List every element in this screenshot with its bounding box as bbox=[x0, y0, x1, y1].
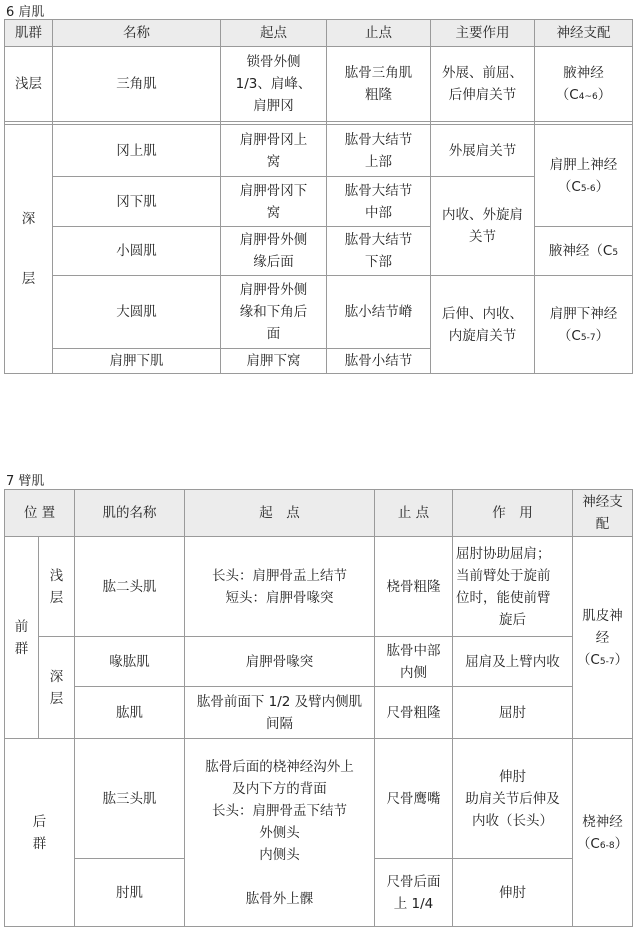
muscle-name: 肱肌 bbox=[75, 687, 185, 739]
origin-cell: 肩胛下窝 bbox=[221, 349, 327, 374]
position-cell: 后 群 bbox=[5, 739, 75, 927]
table-row bbox=[5, 47, 633, 122]
muscle-name: 三角肌 bbox=[53, 47, 221, 122]
table-row bbox=[5, 687, 633, 739]
insertion-cell: 尺骨后面 上 1/4 bbox=[375, 859, 453, 927]
muscle-name: 肘肌 bbox=[75, 859, 185, 927]
table-header-row bbox=[5, 490, 633, 537]
table-row bbox=[5, 227, 633, 276]
muscle-name: 冈上肌 bbox=[53, 125, 221, 177]
nerve-cell: 肌皮神经 （C5-7） bbox=[573, 537, 633, 739]
action-cell: 后伸、内收、 内旋肩关节 bbox=[431, 276, 535, 374]
nerve-cell: 桡神经 （C6-8） bbox=[573, 739, 633, 927]
insertion-cell: 肱小结节嵴 bbox=[327, 276, 431, 349]
section-6-title: 6 肩肌 bbox=[6, 5, 45, 20]
nerve-cell: 腋神经 （C4~6） bbox=[535, 47, 633, 122]
group-cell: 深 层 bbox=[5, 125, 53, 374]
header-cell: 起 点 bbox=[185, 490, 375, 537]
origin-cell: 肱骨后面的桡神经沟外上 及内下方的背面 长头：肩胛骨盂下结节 外侧头 内侧头 肱骨外上髁 bbox=[185, 739, 375, 927]
action-cell: 伸肘 助肩关节后伸及 内收（长头） bbox=[453, 739, 573, 859]
header-cell: 位 置 bbox=[5, 490, 75, 537]
header-cell: 起点 bbox=[221, 20, 327, 47]
origin-cell: 肩胛骨喙突 bbox=[185, 637, 375, 687]
origin-cell: 肩胛骨外侧 缘后面 bbox=[221, 227, 327, 276]
layer-cell: 深 层 bbox=[39, 637, 75, 739]
position-cell: 前 群 bbox=[5, 537, 39, 739]
insertion-cell: 肱骨三角肌 粗隆 bbox=[327, 47, 431, 122]
origin-cell: 肱骨前面下 1/2 及臂内侧肌 间隔 bbox=[185, 687, 375, 739]
origin-cell: 肩胛骨外侧 缘和下角后 面 bbox=[221, 276, 327, 349]
insertion-cell: 肱骨中部 内侧 bbox=[375, 637, 453, 687]
arm-muscles-table bbox=[4, 489, 633, 927]
origin-cell: 长头：肩胛骨盂上结节 短头：肩胛骨喙突 bbox=[185, 537, 375, 637]
muscle-name: 喙肱肌 bbox=[75, 637, 185, 687]
table-row bbox=[5, 125, 633, 177]
action-cell: 伸肘 bbox=[453, 859, 573, 927]
table-header-row bbox=[5, 20, 633, 47]
action-cell: 屈肩及上臂内收 bbox=[453, 637, 573, 687]
action-cell: 内收、外旋肩 关节 bbox=[431, 177, 535, 276]
muscle-name: 大圆肌 bbox=[53, 276, 221, 349]
table-row bbox=[5, 637, 633, 687]
nerve-cell: 腋神经（C5 bbox=[535, 227, 633, 276]
insertion-cell: 肱骨小结节 bbox=[327, 349, 431, 374]
header-cell: 名称 bbox=[53, 20, 221, 47]
header-cell: 神经支配 bbox=[535, 20, 633, 47]
header-cell: 主要作用 bbox=[431, 20, 535, 47]
insertion-cell: 肱骨大结节 下部 bbox=[327, 227, 431, 276]
group-cell: 浅层 bbox=[5, 47, 53, 122]
insertion-cell: 尺骨粗隆 bbox=[375, 687, 453, 739]
origin-cell: 肩胛骨冈上 窝 bbox=[221, 125, 327, 177]
table-row bbox=[5, 537, 633, 637]
muscle-name: 肱二头肌 bbox=[75, 537, 185, 637]
origin-cell: 锁骨外侧 1/3、肩峰、 肩胛冈 bbox=[221, 47, 327, 122]
section-7-title: 7 臂肌 bbox=[6, 474, 45, 489]
action-cell: 屈肘协助屈肩； 当前臂处于旋前 位时，能使前臂 旋后 bbox=[453, 537, 573, 637]
layer-cell: 浅 层 bbox=[39, 537, 75, 637]
table-row bbox=[5, 739, 633, 859]
header-cell: 神经支配 bbox=[573, 490, 633, 537]
muscle-name: 肱三头肌 bbox=[75, 739, 185, 859]
insertion-cell: 桡骨粗隆 bbox=[375, 537, 453, 637]
insertion-cell: 肱骨大结节 上部 bbox=[327, 125, 431, 177]
header-cell: 作 用 bbox=[453, 490, 573, 537]
action-cell: 外展肩关节 bbox=[431, 125, 535, 177]
table-row bbox=[5, 276, 633, 349]
header-cell: 肌的名称 bbox=[75, 490, 185, 537]
muscle-name: 冈下肌 bbox=[53, 177, 221, 227]
insertion-cell: 肱骨大结节 中部 bbox=[327, 177, 431, 227]
action-cell: 外展、前屈、 后伸肩关节 bbox=[431, 47, 535, 122]
nerve-cell: 肩胛下神经 （C5-7） bbox=[535, 276, 633, 374]
header-cell: 止 点 bbox=[375, 490, 453, 537]
muscle-name: 肩胛下肌 bbox=[53, 349, 221, 374]
header-cell: 肌群 bbox=[5, 20, 53, 47]
header-cell: 止点 bbox=[327, 20, 431, 47]
action-cell: 屈肘 bbox=[453, 687, 573, 739]
nerve-cell: 肩胛上神经 （C5-6） bbox=[535, 125, 633, 227]
insertion-cell: 尺骨鹰嘴 bbox=[375, 739, 453, 859]
origin-cell: 肩胛骨冈下 窝 bbox=[221, 177, 327, 227]
muscle-name: 小圆肌 bbox=[53, 227, 221, 276]
shoulder-muscles-table bbox=[4, 19, 633, 374]
